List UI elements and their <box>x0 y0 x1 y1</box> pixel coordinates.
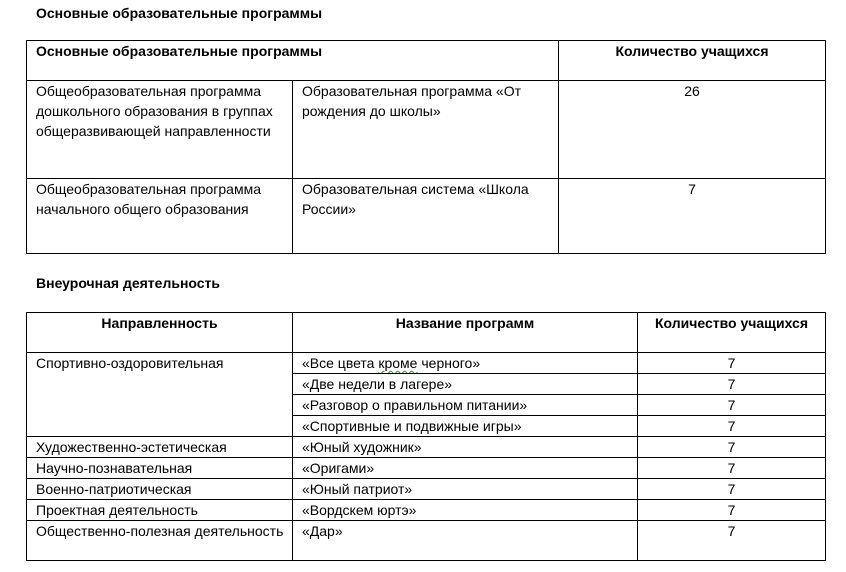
table-row <box>27 416 826 437</box>
program-cell: Общеобразовательная программа начального общего образования <box>27 179 293 254</box>
extracurricular-table <box>26 312 826 561</box>
header-count: Количество учащихся <box>638 313 826 353</box>
program-name-part: черного» <box>417 355 481 371</box>
direction-cell <box>27 416 293 437</box>
count-cell: 7 <box>638 521 826 561</box>
program-cell: Общеобразовательная программа дошкольного образования в группах общеразвивающей направленности <box>27 81 293 179</box>
main-programs-table <box>26 40 826 254</box>
count-cell: 7 <box>638 353 826 374</box>
count-cell: 7 <box>559 179 826 254</box>
table-row <box>27 395 826 416</box>
table-row <box>27 353 826 374</box>
table-row <box>27 179 826 254</box>
program-name-cell <box>293 353 638 374</box>
direction-cell <box>27 374 293 395</box>
count-cell: 7 <box>638 395 826 416</box>
table-header-row <box>27 41 826 81</box>
count-cell: 7 <box>638 416 826 437</box>
table-row <box>27 458 826 479</box>
program-name-cell: «Вордскем юртэ» <box>293 500 638 521</box>
table-header-row <box>27 313 826 353</box>
system-cell: Образовательная система «Школа России» <box>293 179 559 254</box>
program-name-cell: «Спортивные и подвижные игры» <box>293 416 638 437</box>
header-count: Количество учащихся <box>559 41 826 81</box>
direction-cell: Художественно-эстетическая <box>27 437 293 458</box>
table-row <box>27 437 826 458</box>
spellcheck-flagged-word: кроме <box>378 355 418 371</box>
program-name-cell: «Две недели в лагере» <box>293 374 638 395</box>
count-cell: 7 <box>638 374 826 395</box>
count-cell: 7 <box>638 458 826 479</box>
program-name-part: «Все цвета <box>302 355 379 371</box>
program-name-cell: «Юный художник» <box>293 437 638 458</box>
count-cell: 26 <box>559 81 826 179</box>
direction-cell: Спортивно-оздоровительная <box>27 353 293 374</box>
header-program-name: Название программ <box>293 313 638 353</box>
count-cell: 7 <box>638 437 826 458</box>
program-name-cell: «Оригами» <box>293 458 638 479</box>
table-row <box>27 479 826 500</box>
section-title-extracurricular: Внеурочная деятельность <box>36 275 221 291</box>
direction-cell: Общественно-полезная деятельность <box>27 521 293 561</box>
direction-cell: Военно-патриотическая <box>27 479 293 500</box>
direction-cell <box>27 395 293 416</box>
direction-cell: Проектная деятельность <box>27 500 293 521</box>
table-row <box>27 500 826 521</box>
table-row <box>27 374 826 395</box>
count-cell: 7 <box>638 479 826 500</box>
system-cell: Образовательная программа «От рождения до школы» <box>293 81 559 179</box>
count-cell: 7 <box>638 500 826 521</box>
program-name-cell: «Юный патриот» <box>293 479 638 500</box>
header-direction: Направленность <box>27 313 293 353</box>
section-title-main-programs: Основные образовательные программы <box>36 5 323 21</box>
program-name-cell: «Дар» <box>293 521 638 561</box>
program-name-cell: «Разговор о правильном питании» <box>293 395 638 416</box>
header-programs: Основные образовательные программы <box>27 41 559 81</box>
table-row <box>27 81 826 179</box>
direction-cell: Научно-познавательная <box>27 458 293 479</box>
table-row <box>27 521 826 561</box>
